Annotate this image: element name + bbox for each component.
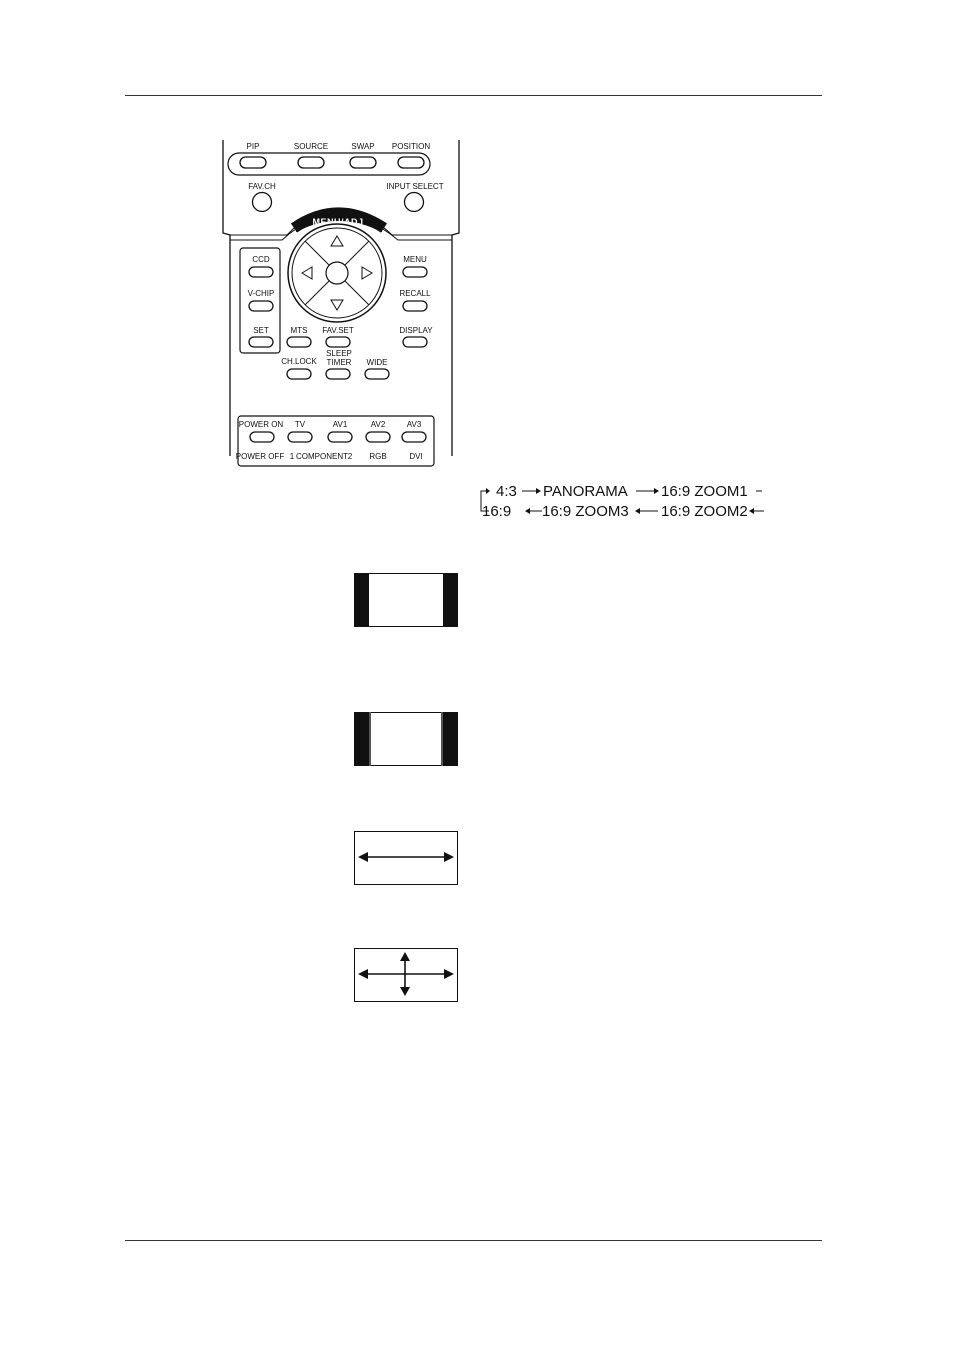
input-select-label: INPUT SELECT <box>386 182 444 191</box>
av1-button[interactable] <box>328 432 352 442</box>
recall-button[interactable] <box>403 301 427 311</box>
rgb-label: RGB <box>369 452 387 461</box>
fav-set-button[interactable] <box>326 337 350 347</box>
mode-16-9-zoom2: 16:9 ZOOM2 <box>661 503 748 520</box>
remote-control-illustration <box>222 140 460 461</box>
set-button[interactable] <box>249 337 273 347</box>
ok-button[interactable] <box>326 262 348 284</box>
pillarbox-icon <box>354 573 458 627</box>
mode-16-9-zoom1: 16:9 ZOOM1 <box>661 483 748 500</box>
av2-button[interactable] <box>366 432 390 442</box>
ccd-button[interactable] <box>249 267 273 277</box>
ch-lock-button[interactable] <box>287 369 311 379</box>
component-1-label: 1 <box>289 452 295 461</box>
av3-button[interactable] <box>402 432 426 442</box>
power-off-label: POWER OFF <box>235 452 285 461</box>
v-chip-button[interactable] <box>249 301 273 311</box>
pip-button[interactable] <box>240 157 266 168</box>
timer-label: TIMER <box>326 358 352 367</box>
pillarbox-wide-icon <box>354 712 458 766</box>
wide-button[interactable] <box>365 369 389 379</box>
av3-label: AV3 <box>406 420 422 429</box>
position-button[interactable] <box>398 157 424 168</box>
set-label: SET <box>253 326 269 335</box>
v-chip-label: V-CHIP <box>247 289 275 298</box>
input-select-button[interactable] <box>405 193 424 212</box>
source-label: SOURCE <box>293 142 329 151</box>
mode-4-3: 4:3 <box>496 483 517 500</box>
mode-panorama: PANORAMA <box>543 483 628 500</box>
power-on-button[interactable] <box>250 432 274 442</box>
position-label: POSITION <box>391 142 431 151</box>
display-label: DISPLAY <box>399 326 433 335</box>
source-button[interactable] <box>298 157 324 168</box>
mts-button[interactable] <box>287 337 311 347</box>
wide-label: WIDE <box>366 358 388 367</box>
footer-rule <box>125 1240 822 1241</box>
fav-set-label: FAV.SET <box>322 326 354 335</box>
dvi-label: DVI <box>409 452 423 461</box>
ch-lock-label: CH.LOCK <box>281 357 317 366</box>
pip-label: PIP <box>246 142 260 151</box>
tv-button[interactable] <box>288 432 312 442</box>
mode-16-9: 16:9 <box>482 503 512 520</box>
horizontal-stretch-icon <box>354 831 458 885</box>
sleep-label: SLEEP <box>326 349 352 358</box>
av1-label: AV1 <box>332 420 348 429</box>
swap-label: SWAP <box>351 142 375 151</box>
zoom-stretch-icon <box>354 948 458 1002</box>
ccd-label: CCD <box>252 255 270 264</box>
display-button[interactable] <box>403 337 427 347</box>
sleep-timer-button[interactable] <box>326 369 350 379</box>
component-label: COMPONENT <box>296 452 348 461</box>
swap-button[interactable] <box>350 157 376 168</box>
component-2-label: 2 <box>347 452 353 461</box>
mts-label: MTS <box>290 326 308 335</box>
recall-label: RECALL <box>399 289 431 298</box>
power-on-label: POWER ON <box>238 420 284 429</box>
menu-label: MENU <box>403 255 427 264</box>
av2-label: AV2 <box>370 420 386 429</box>
fav-ch-label: FAV.CH <box>248 182 276 191</box>
mode-16-9-zoom3: 16:9 ZOOM3 <box>542 503 629 520</box>
tv-label: TV <box>294 420 306 429</box>
menu-adj-label: MENU/ADJ <box>312 217 364 227</box>
fav-ch-button[interactable] <box>253 193 272 212</box>
header-rule <box>125 95 822 96</box>
menu-button[interactable] <box>403 267 427 277</box>
